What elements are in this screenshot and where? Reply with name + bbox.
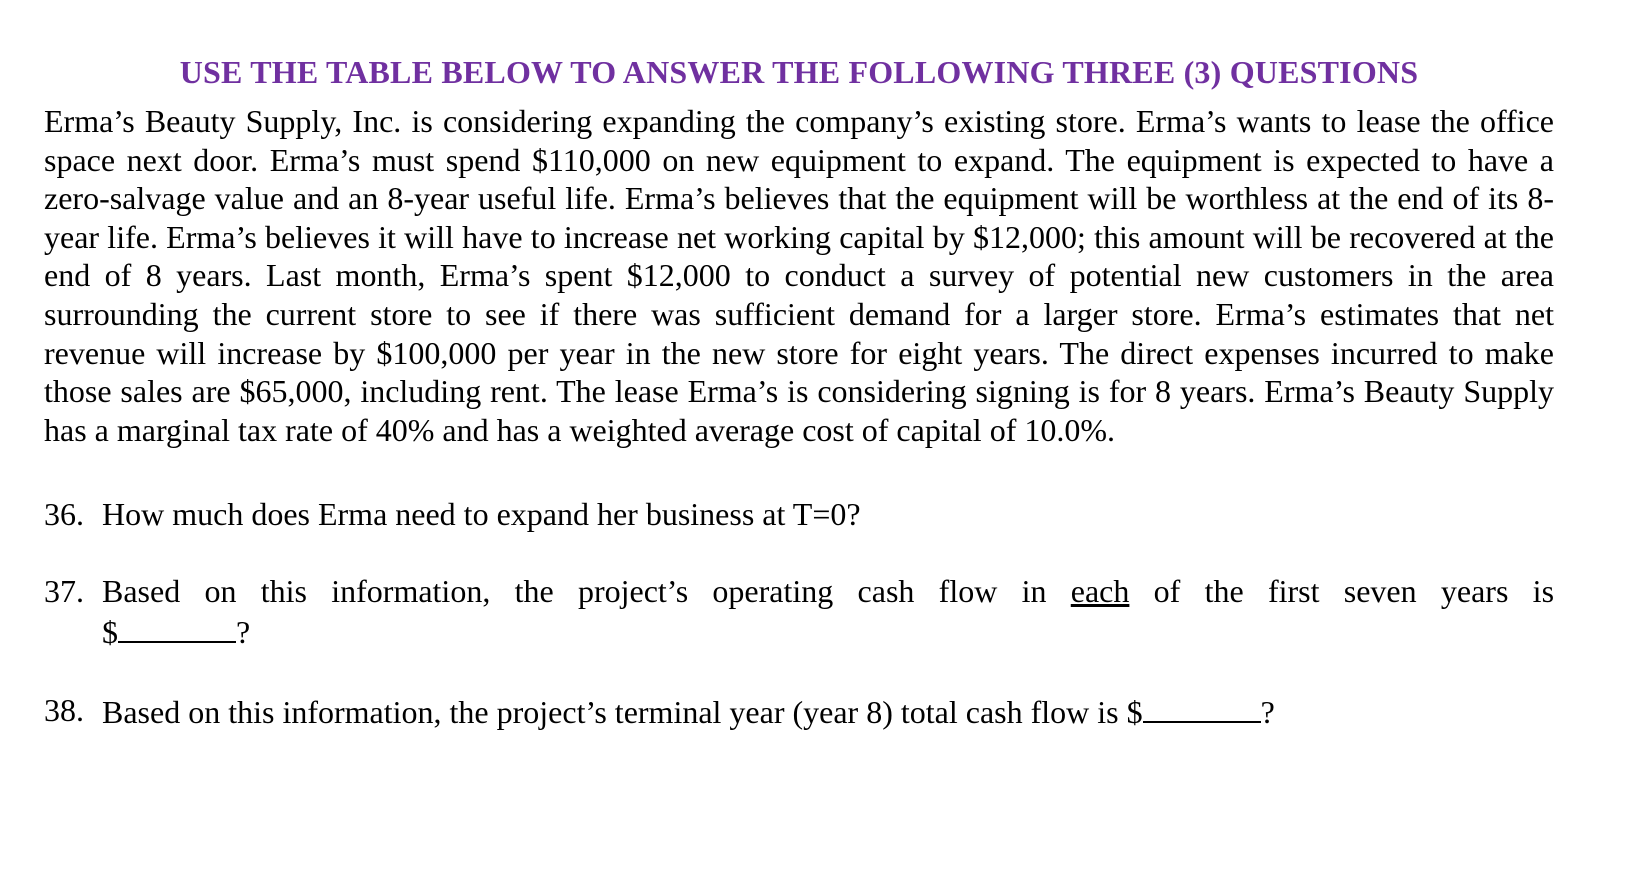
question-number: 38.	[44, 692, 84, 729]
instructions-heading: USE THE TABLE BELOW TO ANSWER THE FOLLOWING THREE (3) QUESTIONS	[179, 54, 1419, 90]
question-text: Based on this information, the project’s terminal year (year 8) total cash flow is $	[102, 694, 1143, 731]
question-text: of the first seven years is	[1153, 572, 1555, 609]
question-text: Based on this information, the project’s operating cash flow in	[102, 572, 1047, 609]
scenario-paragraph: Erma’s Beauty Supply, Inc. is considering expanding the company’s existing store. Erma’s wants to lease the office space next door. Erma’s must spend $110,000 on new equipment to expand. The equipment is expected to have a zero-salvage value and an 8-year useful life. Erma’s believes that the equipment will be worthless at the end of its 8-year life. Erma’s believes it will have to increase net working capital by $12,000; this amount will be recovered at the end of 8 years. Last month, Erma’s spent $12,000 to conduct a survey of potential new customers in the area surrounding the current store to see if there was sufficient demand for a larger store. Erma’s estimates that net revenue will increase by $100,000 per year in the new store for eight years. The direct expenses incurred to make those sales are $65,000, including rent. The lease Erma’s is considering signing is for 8 years. Erma’s Beauty Supply has a marginal tax rate of 40% and has a weighted average cost of capital of 10.0%.	[44, 103, 1554, 448]
question-text: How much does Erma need to expand her business at T=0?	[102, 496, 861, 533]
answer-blank[interactable]	[118, 611, 236, 643]
answer-blank[interactable]	[1143, 691, 1261, 723]
underlined-word: each	[1070, 572, 1130, 609]
question-page	[44, 0, 1554, 732]
question-text-line	[102, 572, 1554, 611]
question-37	[44, 572, 1554, 651]
question-38	[44, 691, 1554, 732]
question-36	[44, 495, 1554, 534]
question-mark: ?	[236, 613, 251, 650]
question-number: 37.	[44, 572, 84, 609]
question-number: 36.	[44, 496, 84, 533]
question-mark: ?	[1260, 694, 1275, 731]
currency-symbol: $	[102, 613, 118, 650]
